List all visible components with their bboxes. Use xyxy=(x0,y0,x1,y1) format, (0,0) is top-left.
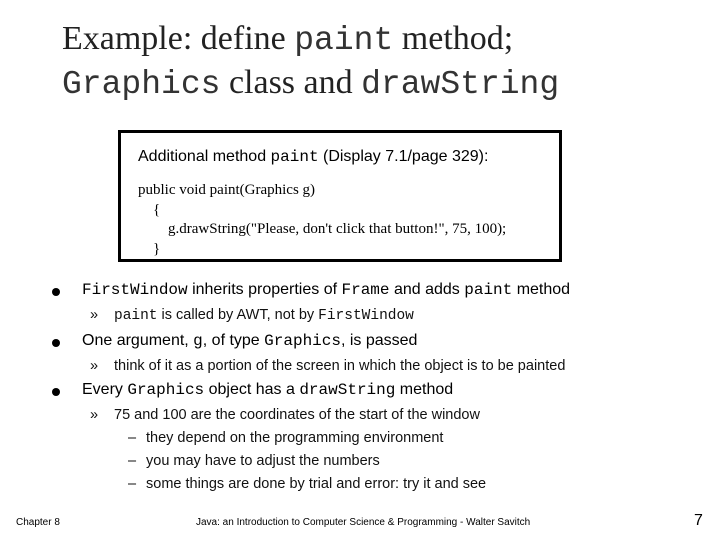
code-box-caption: Additional method paint (Display 7.1/page 329): xyxy=(138,148,489,166)
title-line-1: Example: define paint method; xyxy=(62,20,514,59)
sub-bullet: » think of it as a portion of the screen in which the object is to be painted xyxy=(90,358,566,374)
footer-chapter: Chapter 8 xyxy=(16,517,60,528)
code-line: g.drawString("Please, don't click that button!", 75, 100); xyxy=(138,221,507,237)
dash-icon: – xyxy=(128,476,137,492)
sub-sub-bullet: – you may have to adjust the numbers xyxy=(128,453,380,469)
bullet-dot-icon xyxy=(52,388,60,396)
sub-sub-bullet: – some things are done by trial and error: try it and see xyxy=(128,476,487,492)
sub-sub-bullet: – they depend on the programming environment xyxy=(128,430,444,446)
code-listing xyxy=(138,181,506,259)
raquo-icon: » xyxy=(90,307,99,323)
title-code-graphics: Graphics xyxy=(62,66,221,103)
raquo-icon: » xyxy=(90,358,99,374)
bullet-dot-icon xyxy=(52,339,60,347)
sub-bullet: » 75 and 100 are the coordinates of the start of the window xyxy=(90,407,480,423)
raquo-icon: » xyxy=(90,407,99,423)
slide-title xyxy=(62,18,702,106)
dash-icon: – xyxy=(128,430,137,446)
title-code-drawstring: drawString xyxy=(361,66,560,103)
code-line: public void paint(Graphics g) xyxy=(138,182,316,198)
sub-bullet: » paint is called by AWT, not by FirstWindow xyxy=(90,307,414,324)
bullet-dot-icon xyxy=(52,288,60,296)
footer-course-title: Java: an Introduction to Computer Science & Programming - Walter Savitch xyxy=(196,517,531,528)
title-line-2: Graphics class and drawString xyxy=(62,64,560,103)
title-code-paint: paint xyxy=(294,22,394,59)
page-number: 7 xyxy=(694,512,703,529)
code-line: } xyxy=(138,240,161,257)
code-line: { xyxy=(138,201,161,218)
dash-icon: – xyxy=(128,453,137,469)
